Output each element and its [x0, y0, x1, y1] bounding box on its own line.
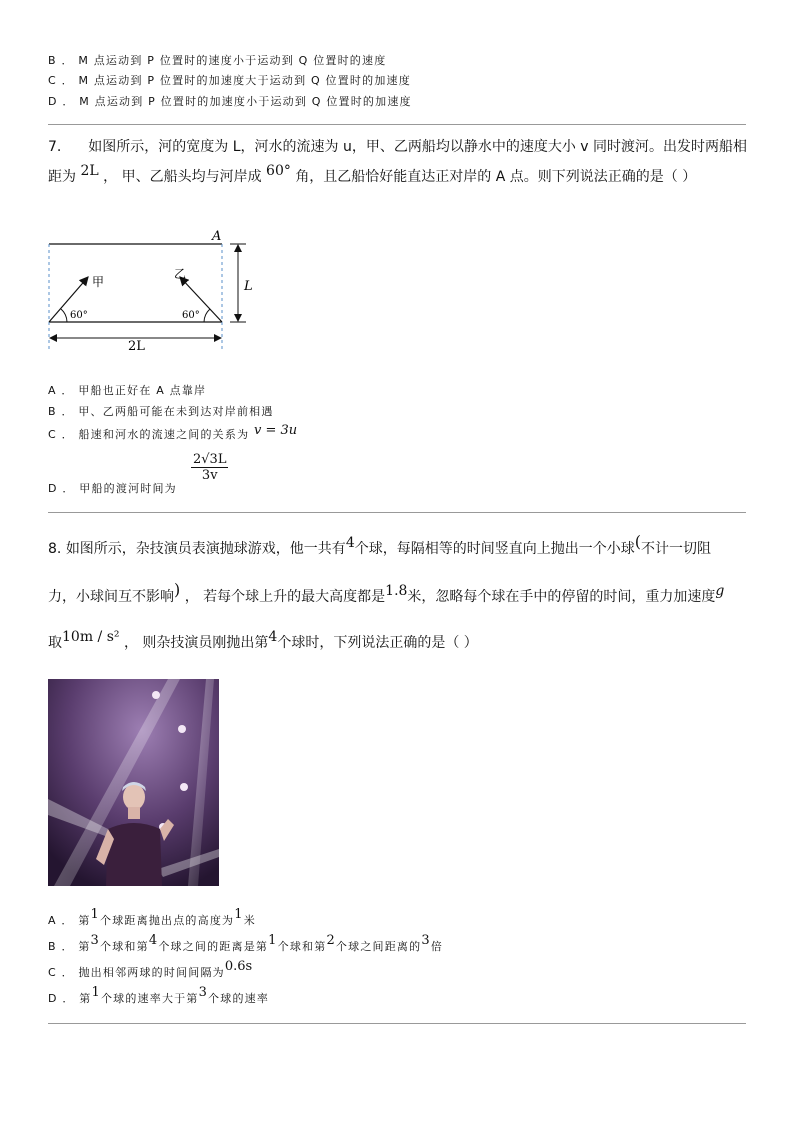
q7-option-d-fraction: $\frac{2√3L}{3v}$ — [193, 452, 227, 483]
q8-option-a: A ． 第1个球距离抛出点的高度为1米 — [48, 907, 256, 927]
q6-option-c: C ． M 点运动到 P 位置时的加速度大于运动到 Q 位置时的加速度 — [48, 74, 411, 87]
q7-option-c: C ． 船速和河水的流速之间的关系为 v = 3u — [48, 423, 298, 441]
left-angle-label: 60° — [70, 310, 88, 321]
ball — [152, 691, 160, 699]
q7-number: 7. — [48, 139, 62, 155]
ball — [178, 725, 186, 733]
river-diagram — [40, 222, 270, 352]
q8-option-c: C ． 抛出相邻两球的时间间隔为0.6s — [48, 959, 253, 979]
q6-option-b: B ． M 点运动到 P 位置时的速度小于运动到 Q 位置时的速度 — [48, 54, 387, 67]
point-a-label: A — [212, 229, 222, 244]
left-angle-arc — [61, 309, 67, 322]
q7-stem-line1: 7. 如图所示，河的宽度为 L，河水的流速为 u，甲、乙两船均以静水中的速度大小 v 同时渡河。出发时两船相 — [48, 139, 748, 155]
juggler-head — [123, 784, 145, 810]
yi-label: 乙 — [174, 267, 187, 281]
divider — [48, 512, 746, 513]
ball — [180, 783, 188, 791]
right-angle-arc — [204, 309, 210, 322]
juggler-shirt — [106, 823, 162, 886]
river-width-label: L — [244, 279, 253, 294]
distance-label: 2L — [128, 339, 145, 352]
jia-label: 甲 — [92, 275, 105, 289]
divider — [48, 124, 746, 125]
q6-option-d: D ． M 点运动到 P 位置时的加速度小于运动到 Q 位置时的加速度 — [48, 95, 412, 108]
q8-stem-line2: 力，小球间互不影响) ， 若每个球上升的最大高度都是1.8米，忽略每个球在手中的停留的时间，重力加速度g — [48, 580, 725, 605]
q8-stem-line1: 8. 如图所示，杂技演员表演抛球游戏，他一共有4个球，每隔相等的时间竖直向上抛出一个小球(不计一切阻 — [48, 532, 711, 557]
q8-option-d: D ． 第1个球的速率大于第3个球的速率 — [48, 985, 270, 1005]
juggler-photo — [48, 679, 219, 886]
right-angle-label: 60° — [182, 310, 200, 321]
q7-distance: 2L — [80, 163, 99, 179]
divider — [48, 1023, 746, 1024]
q7-option-c-formula: v = 3u — [253, 423, 298, 438]
q7-option-a: A ． 甲船也正好在 A 点靠岸 — [48, 384, 207, 397]
q8-option-b: B ． 第3个球和第4个球之间的距离是第1个球和第2个球之间距离的3倍 — [48, 933, 444, 953]
juggler-neck — [128, 807, 140, 819]
q7-angle: 60° — [266, 163, 291, 179]
q8-stem-line3: 取10m / s² ， 则杂技演员刚抛出第4个球时，下列说法正确的是（ ） — [48, 629, 478, 651]
q7-option-b: B ． 甲、乙两船可能在未到达对岸前相遇 — [48, 405, 274, 418]
q7-stem-line2: 距为 2L ， 甲、乙船头均与河岸成 60° 角，且乙船恰好能直达正对岸的 A 点。则下列说法正确的是（ ） — [48, 163, 697, 185]
